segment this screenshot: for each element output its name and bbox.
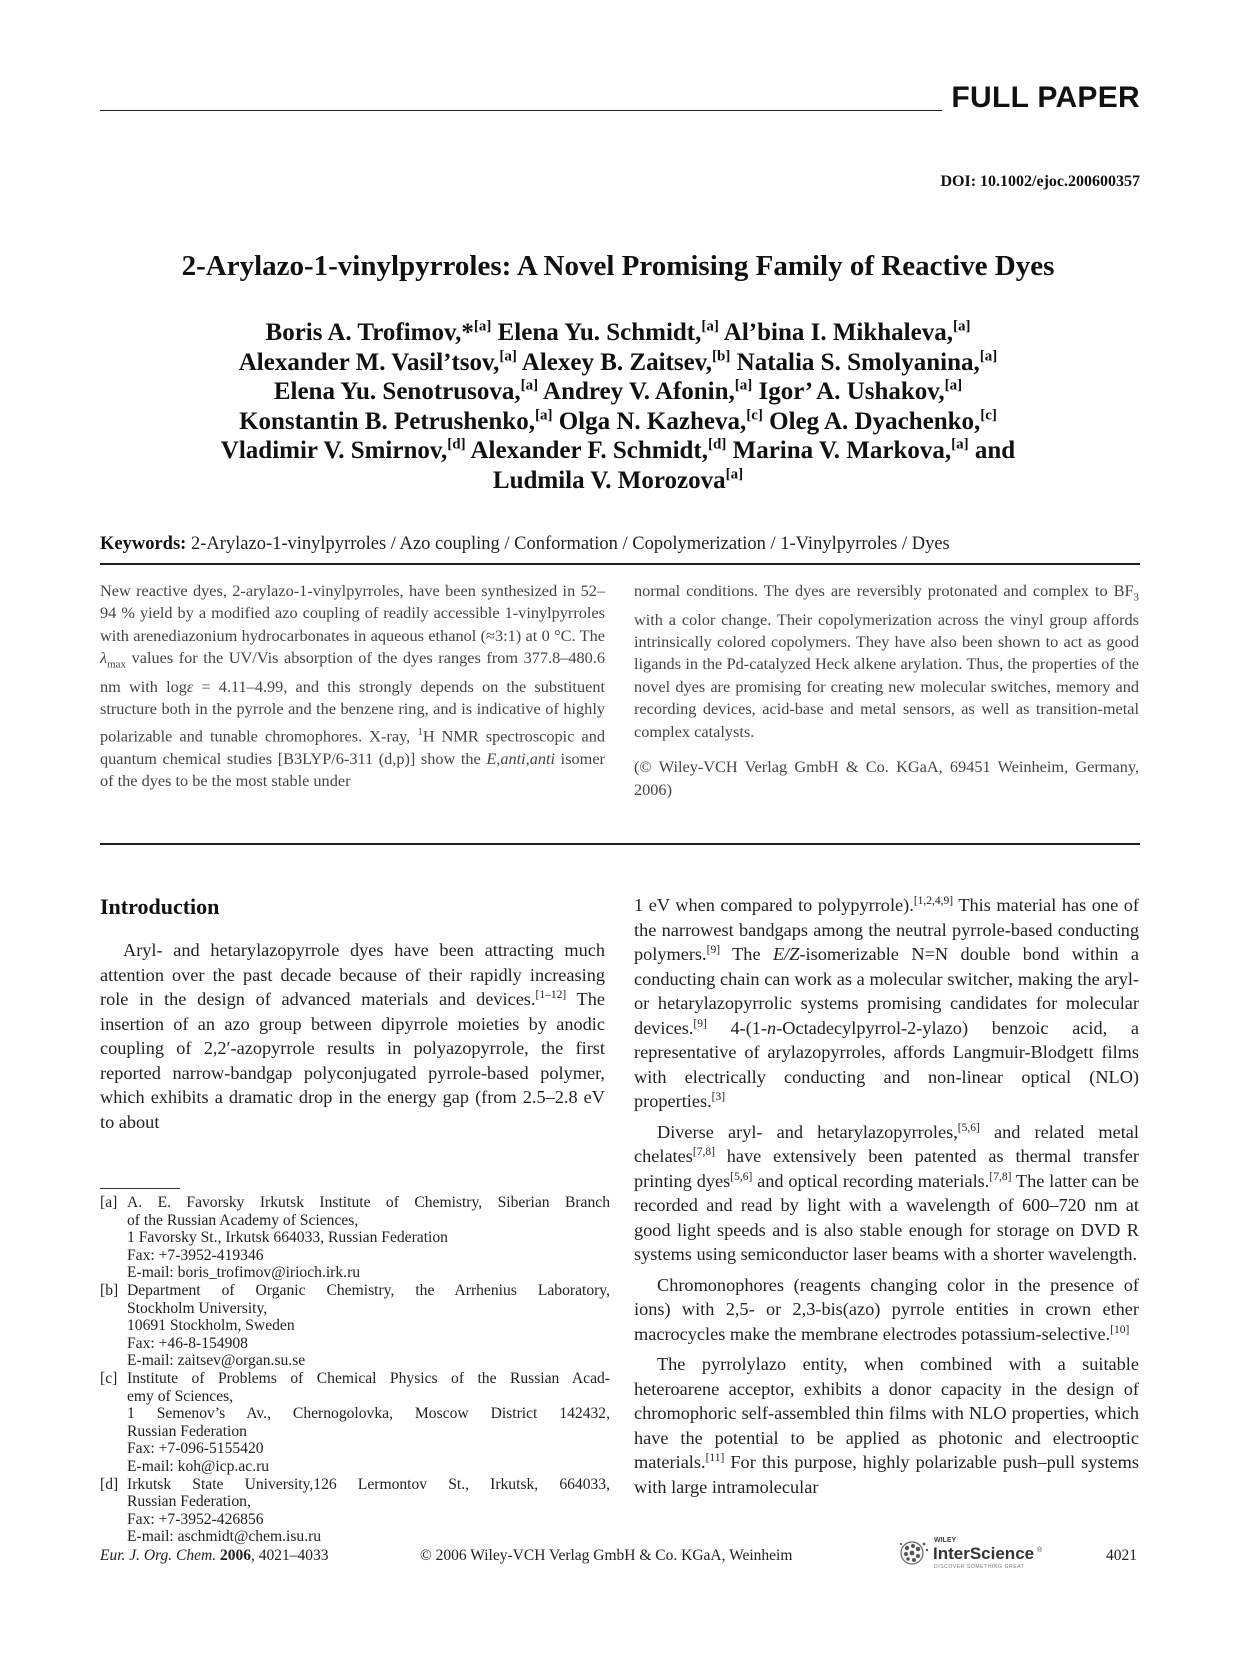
author-affiliation-mark: [a] (734, 377, 753, 394)
journal-citation: Eur. J. Org. Chem. 2006, 4021–4033 (100, 1547, 329, 1564)
author-affiliation-mark: [a] (499, 348, 517, 365)
body-paragraph: Chromonophores (reagents changing color in the presence of ions) with 2,5- or 2,3-bis(azo) pyrrole entities in crown ether macrocycles make the membrane electrodes potassium-selective.[10] (634, 1274, 1139, 1344)
author-list: Boris A. Trofimov,*[a] Elena Yu. Schmidt,[a] Al’bina I. Mikhaleva,[a] Alexander M. Vasil’tsov,[a] Alexey B. Zaitsev,[b] Natalia S. Smolyanina,[a] Elena Yu. Senotrusova,[a] Andrey V. Afonin,[a] Igor’ A. Ushakov,[a] Konstantin B. Petrushenko,[a] Olga N. Kazheva,[c] Oleg A. Dyachenko,[c] Vladimir V. Smirnov,[d] Alexander F. Schmidt,[d] Marina V. Markova,[a] and Ludmila V. Morozova[a] (220, 318, 1016, 494)
citation[interactable]: [1,2,4,9] (913, 894, 954, 907)
author-affiliation-mark: [a] (952, 318, 971, 335)
author-affiliation-mark: [a] (951, 436, 969, 453)
body-paragraph: 1 eV when compared to polypyrrole).[1,2,4,9] This material has one of the narrowest bandgaps among the neutral pyrrole-based conducting polymers.[9] The E/Z-isomerizable N=N double bond within a conducting chain can work as a molecular switcher, making the aryl- or hetarylazopyrrolic systems promising candidates for molecular devices.[9] 4-(1-n-Octadecylpyrrol-2-ylazo) benzoic acid, a representative of arylazopyrroles, affords Langmuir-Blodgett films with electrically conducting and non-linear optical (NLO) properties.[3] (634, 894, 1139, 1111)
author-affiliation-mark: [a] (701, 318, 719, 335)
author-affiliation-mark: [c] (980, 407, 997, 424)
body-paragraph: Diverse aryl- and hetarylazopyrroles,[5,6] and related metal chelates[7,8] have extensively been patented as thermal transfer printing dyes[5,6] and optical recording materials.[7,8] The latter can be recorded and read by light with a wavelength of 600–720 nm at good light speeds and is also stable enough for storage on DVD R systems using semiconductor laser beams with a shorter wavelength. (634, 1121, 1139, 1264)
author-name: Olga N. Kazheva, (558, 407, 747, 435)
author-name: Andrey V. Afonin, (543, 378, 735, 405)
author-name: Konstantin B. Petrushenko, (239, 407, 535, 435)
email-link[interactable]: E-mail: aschmidt@chem.isu.ru (127, 1528, 322, 1546)
body-right-column (634, 893, 1139, 1499)
section-label: FULL PAPER (951, 81, 1140, 114)
abstract-rule (100, 843, 1140, 845)
header-rule (100, 110, 942, 111)
section-heading-introduction: Introduction (100, 894, 220, 919)
svg-text:DISCOVER SOMETHING GREAT: DISCOVER SOMETHING GREAT (934, 1564, 1025, 1570)
citation[interactable]: [1–12] (535, 988, 567, 1001)
author-name: Alexander F. Schmidt, (470, 437, 708, 464)
author-name: Al’bina I. Mikhaleva, (723, 319, 953, 346)
svg-text:®: ® (1037, 1547, 1043, 1554)
interscience-logo[interactable] (896, 1530, 1046, 1576)
svg-text:WILEY: WILEY (934, 1537, 957, 1544)
citation[interactable]: [9] (706, 943, 721, 956)
author-name: Oleg A. Dyachenko, (769, 407, 981, 435)
citation[interactable]: [7,8] (692, 1145, 715, 1158)
footnote-a: [a] A. E. Favorsky Irkutsk Institute of Chemistry, Siberian Branch of the Russian Academy of Sciences, 1 Favorsky St., Irkutsk 664033, Russian Federation Fax: +7-3952-419346 E-mail: boris_trofimov@irioch.irk.ru (100, 1194, 610, 1282)
interscience-logo-graphic (896, 1530, 1046, 1576)
citation[interactable]: [10] (1110, 1323, 1130, 1336)
author-affiliation-mark: [a] (979, 348, 998, 365)
author-name: Alexander M. Vasil’tsov, (238, 348, 500, 376)
abstract-right-column (634, 580, 1139, 801)
author-affiliation-mark: [a] (944, 377, 963, 394)
author-name: Vladimir V. Smirnov, (220, 437, 448, 464)
author-name: Elena Yu. Schmidt, (497, 319, 702, 346)
footnote-b: [b] Department of Organic Chemistry, the Arrhenius Laboratory, Stockholm University, 10691 Stockholm, Sweden Fax: +46-8-154908 E-mail: zaitsev@organ.su.se (100, 1281, 610, 1370)
email-link[interactable]: E-mail: boris_trofimov@irioch.irk.ru (127, 1264, 361, 1282)
globe-icon (900, 1542, 928, 1564)
keywords-rule (100, 563, 1140, 565)
author-affiliation-mark: [d] (708, 436, 727, 453)
author-affiliation-mark: [a] (725, 466, 744, 483)
keywords-text: 2-Arylazo-1-vinylpyrroles / Azo coupling / Conformation / Copolymerization / 1-Vinylpyrroles / Dyes (186, 534, 950, 554)
author-affiliation-mark: [a] (520, 377, 539, 394)
citation[interactable]: [9] (693, 1017, 707, 1030)
author-name: Alexey B. Zaitsev, (521, 348, 713, 376)
footer-copyright: © 2006 Wiley-VCH Verlag GmbH & Co. KGaA, Weinheim (420, 1547, 793, 1564)
author-affiliation-mark: [d] (447, 436, 466, 453)
svg-text:InterScience: InterScience (933, 1544, 1035, 1563)
author-name: Igor’ A. Ushakov, (758, 378, 945, 405)
email-link[interactable]: E-mail: zaitsev@organ.su.se (127, 1352, 306, 1370)
author-affiliation-mark: [b] (712, 348, 731, 365)
body-paragraph: The pyrrolylazo entity, when combined with a suitable heteroarene acceptor, exhibits a donor capacity in the design of chromophoric self-assembled thin films with NLO properties, which have the potential to be applied as photonic and electrooptic materials.[11] For this purpose, highly polarizable push–pull systems with large intramolecular (634, 1354, 1139, 1497)
author-affiliation-mark: [a] (534, 407, 553, 424)
body-paragraph: Aryl- and hetarylazopyrrole dyes have been attracting much attention over the past decade because of their rapidly increasing role in the design of advanced materials and devices.[1–12] The insertion of an azo group between dipyrrole moieties by anodic coupling of 2,2′-azopyrrole results in polyazopyrrole, the first reported narrow-bandgap polyconjugated pyrrole-based polymer, which exhibits a dramatic drop in the energy gap (from 2.5–2.8 eV to about (100, 940, 605, 1132)
citation[interactable]: [3] (711, 1090, 726, 1103)
abstract-left-column (100, 580, 605, 792)
abstract-paragraph: New reactive dyes, 2-arylazo-1-vinylpyrroles, have been synthesized in 52–94 % yield by a modified azo coupling of readily accessible 1-vinylpyrroles with arenediazonium hydrocarbonates in aqueous ethanol (≈3:1) at 0 °C. The $\lambda_{max}$ values for the UV/Vis absorption of the dyes ranges from 377.8–480.6 nm with logε = 4.11–4.99, and this strongly depends on the substituent structure both in the pyrrole and the benzene ring, and is indicative of highly polarizable and tunable chromophores. X-ray, $^1$H NMR spectroscopic and quantum chemical studies [B3LYP/6-311 (d,p)] show the E,anti,anti isomer of the dyes to be the most stable under (100, 581, 605, 790)
paper-title: 2-Arylazo-1-vinylpyrroles: A Novel Promising Family of Reactive Dyes (181, 250, 1055, 282)
author-affiliation-mark: [c] (746, 407, 763, 424)
abstract-paragraph-cont: normal conditions. The dyes are reversibly protonated and complex to $BF_3$ with a color change. Their copolymerization across the vinyl group affords intrinsically colored copolymers. They have also been shown to act as good ligands in the Pd-catalyzed Heck alkene arylation. Thus, the properties of the novel dyes are promising for creating new molecular switches, memory and recording devices, acid-base and metal sensors, as well as transition-metal complex catalysts. (634, 581, 1139, 741)
citation[interactable]: [11] (705, 1451, 725, 1464)
affiliation-footnotes (100, 1194, 610, 1546)
author-name: Elena Yu. Senotrusova, (273, 378, 521, 405)
author-name: Natalia S. Smolyanina, (736, 348, 980, 376)
author-name: Marina V. Markova, (732, 437, 952, 464)
keywords (100, 532, 1140, 556)
citation[interactable]: [7,8] (989, 1170, 1012, 1183)
footnote-rule (100, 1188, 180, 1189)
abstract-copyright: (© Wiley-VCH Verlag GmbH & Co. KGaA, 69451 Weinheim, Germany, 2006) (634, 757, 1139, 799)
author-name: Boris A. Trofimov,* (265, 319, 474, 346)
page-number: 4021 (1106, 1547, 1137, 1564)
keywords-label: Keywords: (100, 534, 187, 554)
author-name: Ludmila V. Morozova (492, 466, 726, 494)
citation[interactable]: [5,6] (730, 1170, 753, 1183)
body-left-column (100, 938, 605, 1134)
footnote-c: [c] Institute of Problems of Chemical Physics of the Russian Acad- emy of Sciences, 1 Semenov’s Av., Chernogolovka, Moscow District 142432, Russian Federation Fax: +7-096-5155420 E-mail: koh@icp.ac.ru (100, 1369, 610, 1475)
citation[interactable]: [5,6] (957, 1121, 980, 1134)
doi: DOI: 10.1002/ejoc.200600357 (940, 173, 1140, 190)
author-affiliation-mark: [a] (473, 318, 492, 335)
footnote-d: [d] Irkutsk State University,126 Lermontov St., Irkutsk, 664033, Russian Federation, Fax: +7-3952-426856 E-mail: aschmidt@chem.isu.ru (100, 1475, 610, 1546)
email-link[interactable]: E-mail: koh@icp.ac.ru (127, 1457, 270, 1475)
